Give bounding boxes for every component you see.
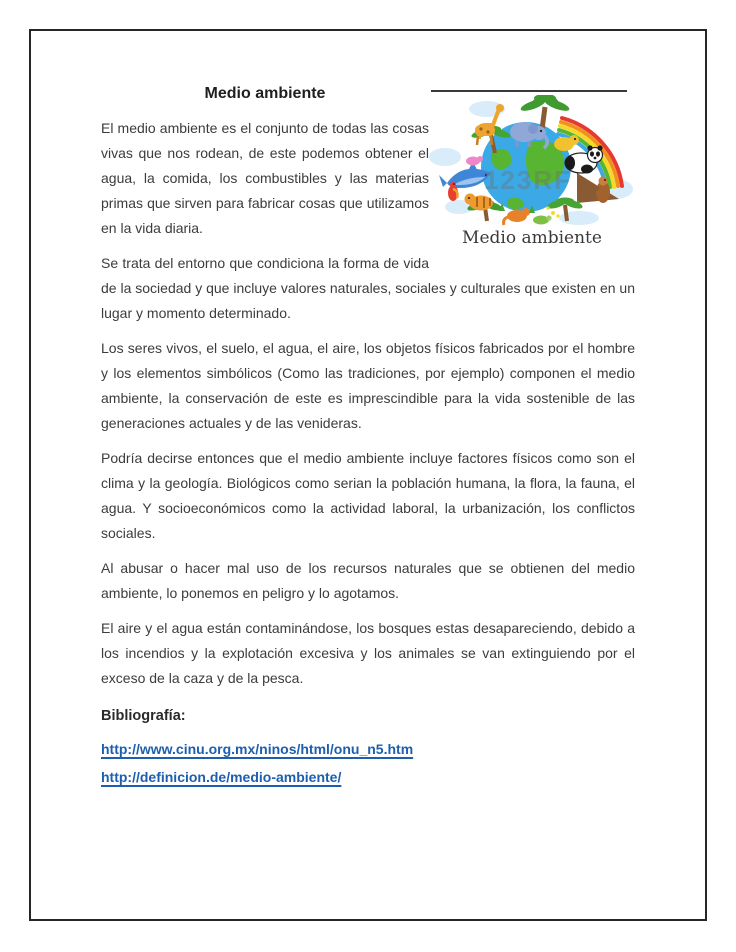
paragraph-4: Podría decirse entonces que el medio ambiente incluye factores físicos como son el clima y la geología. Biológicos como serian la población humana, la flora, la fauna, el agua. Y socioeconómicos como la actividad laboral, la urbanización, los conflictos sociales.: [101, 450, 635, 541]
page-title: Medio ambiente: [204, 85, 326, 102]
bibliography-link-definicion[interactable]: http://definicion.de/medio-ambiente/: [101, 769, 342, 785]
document-content: [101, 80, 635, 791]
figure: [429, 85, 635, 248]
environment-clipart-image: [429, 95, 635, 227]
watermark-text: 123RF: [483, 165, 573, 195]
bibliography-heading: Bibliografía:: [101, 708, 186, 724]
paragraph-3: Los seres vivos, el suelo, el agua, el aire, los objetos físicos fabricados por el hombre y los elementos simbólicos (Como las tradiciones, por ejemplo) componen el medio ambiente, la conservación de este es imprescindible para la vida sostenible de las generaciones actuales y de las venideras.: [101, 340, 635, 431]
paragraph-2: Se trata del entorno que condiciona la forma de vida de la sociedad y que incluye valores naturales, sociales y culturales que existen en un lugar y momento determinado.: [101, 255, 635, 321]
figure-caption: Medio ambiente: [462, 228, 602, 248]
pink-animal-icon: [466, 156, 483, 166]
bibliography-link-cinu[interactable]: http://www.cinu.org.mx/ninos/html/onu_n5.htm: [101, 741, 414, 757]
figure-top-rule: [431, 90, 627, 92]
fox-icon: [504, 208, 531, 225]
turtle-icon: [533, 215, 552, 224]
paragraph-1: El medio ambiente es el conjunto de todas las cosas vivas que nos rodean, de este podemos obtener el agua, la comida, los combustibles y las materias primas que sirven para fabricar cosas que utilizamos en la vida diaria.: [101, 120, 429, 236]
paragraph-6: El aire y el agua están contaminándose, los bosques estas desapareciendo, debido a los incendios y la explotación excesiva y los animales se van extinguiendo por el exceso de la caza y de la pesca.: [101, 620, 635, 686]
paragraph-5: Al abusar o hacer mal uso de los recursos naturales que se obtienen del medio ambiente, lo ponemos en peligro y lo agotamos.: [101, 560, 635, 601]
